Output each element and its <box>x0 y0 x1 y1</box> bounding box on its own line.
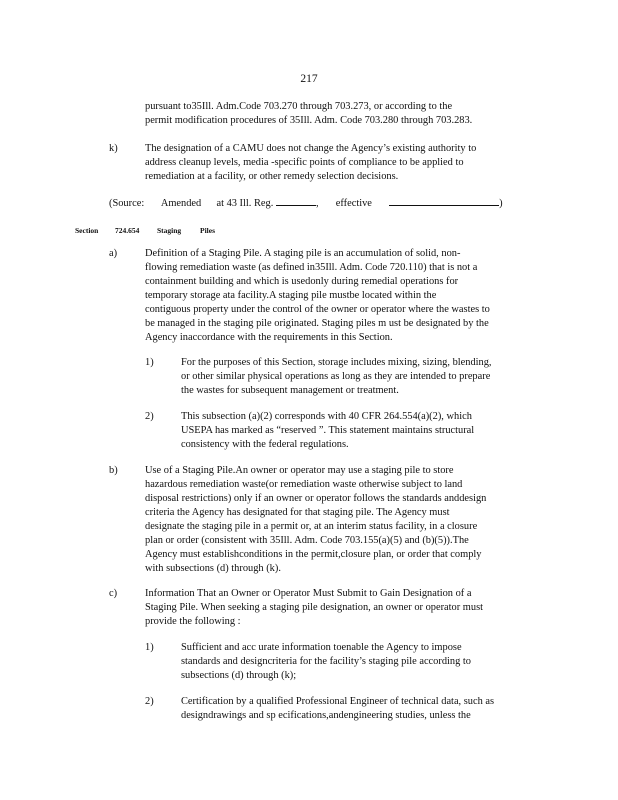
item-c-text <box>145 587 483 629</box>
source-effective: effective <box>335 198 372 209</box>
effective-blank-line <box>389 196 499 206</box>
section-number: 724.654 <box>115 226 140 235</box>
text-line: plan or order (consistent with 35Ill. Adm. Code 703.155(a)(5) and (b)(5)).The <box>145 535 469 546</box>
item-c1-label: 1) <box>145 642 154 653</box>
text-line: subsections (d) through (k); <box>181 670 297 681</box>
text-line: temporary storage ata facility.A staging pile mustbe located within the <box>145 290 437 301</box>
source-reg: at 43 Ill. Reg. <box>216 198 274 209</box>
text-line: Staging Pile. When seeking a staging pile designation, an owner or operator must <box>145 602 484 613</box>
source-prefix: (Source: <box>109 198 145 209</box>
item-k-text <box>145 142 476 184</box>
text-line: or other similar physical operations as long as they are intended to prepare <box>181 371 491 382</box>
text-line: remediation at a facility, or other remedy selection decisions. <box>145 171 399 182</box>
text-line: pursuant to35Ill. Adm.Code 703.270 through 703.273, or according to the <box>145 101 453 112</box>
source-note <box>109 196 503 211</box>
item-c-label: c) <box>109 588 118 599</box>
text-line: Definition of a Staging Pile. A staging pile is an accumulation of solid, non- <box>145 248 461 259</box>
text-line: The designation of a CAMU does not change the Agency’s existing authority to <box>145 143 477 154</box>
section-title-word-2: Piles <box>200 226 215 235</box>
text-line: permit modification procedures of 35Ill. Adm. Code 703.280 through 703.283. <box>145 115 473 126</box>
text-line: address cleanup levels, media -specific points of compliance to be applied to <box>145 157 464 168</box>
text-line: consistency with the federal regulations. <box>181 439 349 450</box>
item-a2-label: 2) <box>145 411 154 422</box>
source-comma: , <box>315 198 319 209</box>
text-line: Use of a Staging Pile.An owner or operator may use a staging pile to store <box>145 465 454 476</box>
item-a-label: a) <box>109 248 118 259</box>
item-a1-text <box>181 356 492 398</box>
item-k-label: k) <box>109 143 118 154</box>
item-c1-text <box>181 641 471 683</box>
text-line: with subsections (d) through (k). <box>145 563 281 574</box>
text-line: Agency must establishconditions in the permit,closure plan, or order that comply <box>145 549 482 560</box>
text-line: disposal restrictions) only if an owner or operator follows the standards anddesign <box>145 493 487 504</box>
text-line: Information That an Owner or Operator Must Submit to Gain Designation of a <box>145 588 472 599</box>
text-line: Certification by a qualified Professional Engineer of technical data, such as <box>181 696 495 707</box>
page-number: 217 <box>300 73 318 85</box>
source-close: ) <box>499 198 503 209</box>
item-a-text <box>145 247 490 345</box>
text-line: contiguous property under the control of the owner or operator where the wastes to <box>145 304 490 315</box>
source-amended: Amended <box>160 198 202 209</box>
item-b-text <box>145 464 486 576</box>
text-line: USEPA has marked as “reserved ”. This statement maintains structural <box>181 425 475 436</box>
item-c2-label: 2) <box>145 696 154 707</box>
text-line: criteria the Agency has designated for that staging pile. The Agency must <box>145 507 450 518</box>
text-line: Sufficient and acc urate information toenable the Agency to impose <box>181 642 462 653</box>
text-line: provide the following : <box>145 616 241 627</box>
text-line: flowing remediation waste (as defined in35Ill. Adm. Code 720.110) that is not a <box>145 262 478 273</box>
item-a1-label: 1) <box>145 357 154 368</box>
text-line: the wastes for subsequent management or treatment. <box>181 385 399 396</box>
text-line: Agency inaccordance with the requirements in this Section. <box>145 332 393 343</box>
text-line: containment building and which is usedonly during remedial operations for <box>145 276 459 287</box>
intro-paragraph <box>145 100 472 128</box>
section-label: Section <box>75 226 99 235</box>
item-a2-text <box>181 410 474 452</box>
item-b-label: b) <box>109 465 118 476</box>
text-line: designdrawings and sp ecifications,andengineering studies, unless the <box>181 710 471 721</box>
text-line: This subsection (a)(2) corresponds with 40 CFR 264.554(a)(2), which <box>181 411 472 422</box>
text-line: hazardous remediation waste(or remediation waste otherwise subject to land <box>145 479 463 490</box>
text-line: designate the staging pile in a permit or, at an interim status facility, in a closure <box>145 521 478 532</box>
item-c2-text <box>181 695 494 723</box>
text-line: standards and designcriteria for the facility’s staging pile according to <box>181 656 471 667</box>
text-line: For the purposes of this Section, storage includes mixing, sizing, blending, <box>181 357 492 368</box>
text-line: be managed in the staging pile originated. Staging piles m ust be designated by the <box>145 318 489 329</box>
reg-blank-line <box>276 196 316 206</box>
section-title-word-1: Staging <box>157 226 182 235</box>
